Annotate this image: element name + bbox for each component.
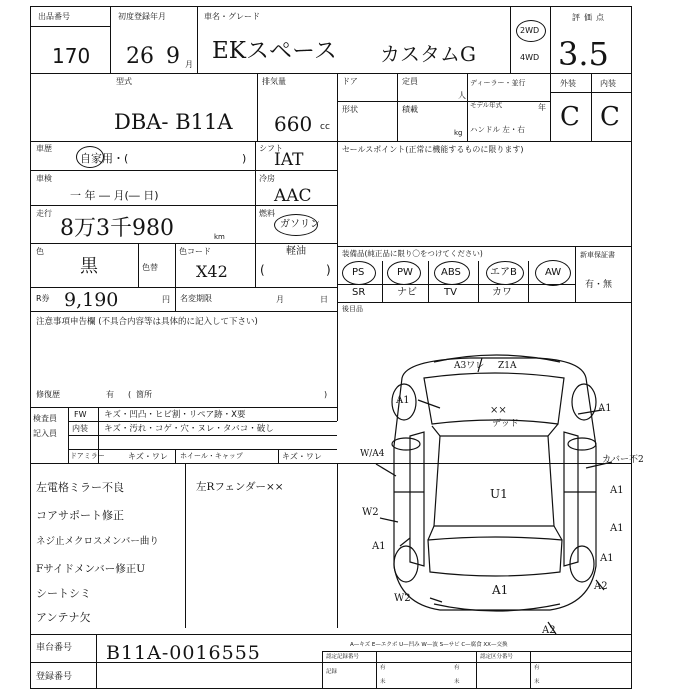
recycle-value: 9,190 xyxy=(64,289,119,311)
color-code-label: 色コード xyxy=(179,247,211,256)
inspector-text-wheel: キズ・ワレ xyxy=(282,452,322,461)
year-unit: 年 xyxy=(538,103,546,112)
notes-label: 注意事項申告欄 (不具合内容等は具体的に記入して下さい) xyxy=(36,317,258,327)
chassis-code: DBA- B11A xyxy=(114,110,233,134)
fuel-paren-close: ) xyxy=(326,263,331,277)
inspector-text-fw: キズ・凹凸・ヒビ割・リペア跡・X要 xyxy=(104,410,246,420)
diagram-mark-6: デッド xyxy=(492,419,519,429)
score-value: 3.5 xyxy=(558,35,609,73)
note-left-4: Fサイドメンバー修正U xyxy=(36,563,146,575)
color-value: 黒 xyxy=(80,256,98,277)
displacement-unit: cc xyxy=(320,122,330,132)
usage-label: 車歴 xyxy=(36,144,52,153)
cert-record-label: 認定記録番号 xyxy=(326,654,360,660)
ac-value: AAC xyxy=(274,186,312,206)
mark-3: 有 xyxy=(454,665,460,671)
interior-grade: C xyxy=(600,102,620,132)
inspector-tag-fw: FW xyxy=(74,410,87,419)
chassis-label: 型式 xyxy=(116,77,132,86)
equip-leather: カワ xyxy=(492,287,512,298)
car-damage-diagram xyxy=(30,6,642,696)
ac-label: 冷房 xyxy=(259,174,275,183)
recycle-label: R券 xyxy=(36,294,50,303)
equip-ps: PS xyxy=(352,267,365,278)
note-left-2: コアサポート修正 xyxy=(36,509,124,522)
fuel-paren-open: ( xyxy=(260,263,265,277)
model-year-label: モデル年式 xyxy=(470,101,503,109)
diagram-mark-11: W2 xyxy=(362,507,379,518)
auction-sheet xyxy=(30,6,642,696)
drive-4wd: 4WD xyxy=(520,53,540,62)
warranty-value: 有・無 xyxy=(585,280,613,290)
load-label: 積載 xyxy=(402,105,418,114)
model-grade-label: 車名・グレード xyxy=(204,12,260,21)
mark-4: 未 xyxy=(454,679,460,685)
fuel-label: 燃料 xyxy=(259,209,275,218)
note-left-1: 左電格ミラー不良 xyxy=(36,481,124,494)
inspector-text-mirror: キズ・ワレ xyxy=(128,452,168,461)
equip-pw: PW xyxy=(397,267,413,278)
diagram-mark-8: W/A4 xyxy=(360,449,385,459)
repair-location: 箇所 xyxy=(136,390,152,399)
color-code-value: X42 xyxy=(196,262,228,281)
diagram-mark-1: A3ワレ xyxy=(454,361,485,371)
usage-close: ) xyxy=(242,152,247,165)
inspector-tag-mirror: ドアミラー xyxy=(70,452,105,460)
shift-label: シフト xyxy=(259,144,283,153)
rear-items-label: 後目品 xyxy=(342,305,363,313)
inspector-tag-wheel: ホイール・キャップ xyxy=(180,452,243,460)
dealer-label: ディーラー・並行 xyxy=(470,79,526,87)
diagram-mark-15: A2 xyxy=(594,581,608,592)
fuel-alt: 軽油 xyxy=(286,246,306,257)
displacement-label: 排気量 xyxy=(262,77,286,86)
name-change-day: 日 xyxy=(320,295,328,304)
diagram-mark-4: A1 xyxy=(598,403,612,414)
equip-aw: AW xyxy=(545,267,562,278)
equip-airbag: エアB xyxy=(490,267,517,278)
mileage-label: 走行 xyxy=(36,209,52,218)
diagram-mark-12: A1 xyxy=(610,523,624,534)
inspector-label: 検査員 xyxy=(33,414,57,423)
inspector-text-interior: キズ・汚れ・コゲ・穴・ヌレ・タバコ・破し xyxy=(104,424,274,434)
entry-label: 記入員 xyxy=(33,429,57,438)
note-left-6: アンテナ欠 xyxy=(36,611,91,624)
equip-navi: ナビ xyxy=(397,287,417,298)
vin-label: 車台番号 xyxy=(36,643,73,653)
sales-point-label: セールスポイント(正常に機能するものに限ります) xyxy=(342,145,524,154)
first-registration-year: 26 xyxy=(126,44,154,69)
diagram-mark-2: Z1A xyxy=(498,361,517,371)
equip-sr: SR xyxy=(352,287,366,298)
diagram-mark-9: A1 xyxy=(610,485,624,496)
color-label: 色 xyxy=(36,247,44,256)
diagram-mark-10: U1 xyxy=(490,487,508,501)
damage-legend: A—キズ E—エクボ U—凹み W—波 S—サビ C—腐食 XX—交換 xyxy=(350,642,508,648)
note-left-5: シートシミ xyxy=(36,587,91,600)
mark-2: 未 xyxy=(380,679,386,685)
cert-class-label: 認定区分番号 xyxy=(480,654,514,660)
equipment-label: 装備品(純正品に限り〇をつけてください) xyxy=(342,249,483,258)
vin-value: B11A-0016555 xyxy=(106,642,261,664)
diagram-mark-14: A1 xyxy=(492,583,509,597)
first-registration-label: 初度登録年月 xyxy=(118,12,166,21)
month-unit: 月 xyxy=(185,60,193,69)
repair-paren: ( xyxy=(128,390,132,399)
inspector-tag-interior: 内装 xyxy=(72,424,88,433)
equip-tv: TV xyxy=(444,287,457,298)
name-change-month: 月 xyxy=(276,295,284,304)
note-right-1: 左Rフェンダー×× xyxy=(196,481,284,493)
diagram-mark-3: A1 xyxy=(396,395,410,406)
shape-label: 形状 xyxy=(342,105,358,114)
inspection-value: 一 年 ― 月(― 日) xyxy=(70,189,159,202)
shift-value: IAT xyxy=(274,150,304,170)
repair-history-label: 修復歴 xyxy=(36,390,60,399)
diagram-mark-7: カバー不2 xyxy=(602,455,644,465)
first-registration-month: 9 xyxy=(166,44,180,69)
diagram-mark-5: ×× xyxy=(490,405,507,416)
fuel-value: ガソリン xyxy=(280,219,320,230)
mark-1: 有 xyxy=(380,665,386,671)
lot-number: 170 xyxy=(52,44,91,68)
mark-5: 有 xyxy=(534,665,540,671)
warranty-label: 新車保証書 xyxy=(580,251,615,259)
handle-label: ハンドル 左・右 xyxy=(470,125,525,134)
doors-label: ドア xyxy=(342,77,358,86)
name-change-label: 名変期限 xyxy=(180,294,212,303)
equip-abs: ABS xyxy=(441,267,461,278)
interior-label: 内装 xyxy=(600,79,616,88)
exterior-grade: C xyxy=(560,102,580,132)
repair-close: ) xyxy=(324,390,328,399)
diagram-mark-16: W2 xyxy=(394,593,411,604)
usage-value: 自家用・( xyxy=(80,152,129,165)
registration-label: 登録番号 xyxy=(36,672,73,682)
repair-has: 有 xyxy=(106,390,114,399)
grade-name: カスタムG xyxy=(380,42,476,66)
record-label: 記録 xyxy=(326,669,338,675)
mileage-value: 8万3千980 xyxy=(60,216,174,241)
drive-2wd: 2WD xyxy=(520,26,540,35)
score-label: 評価点 xyxy=(572,13,608,22)
displacement-value: 660 xyxy=(274,112,313,136)
repaint-label: 色替 xyxy=(142,263,158,272)
mark-6: 末 xyxy=(534,679,540,685)
capacity-unit: 人 xyxy=(458,91,466,100)
mileage-unit: km xyxy=(214,233,225,241)
inspection-label: 車検 xyxy=(36,174,52,183)
note-left-3: ネジ止メクロスメンバー曲り xyxy=(36,536,159,547)
recycle-unit: 円 xyxy=(162,295,170,304)
load-unit: kg xyxy=(454,129,463,137)
model-name: EKスペース xyxy=(212,38,337,64)
diagram-mark-18: A2 xyxy=(542,625,556,636)
diagram-mark-17: A1 xyxy=(600,553,614,564)
lot-number-label: 出品番号 xyxy=(38,12,70,21)
diagram-mark-13: A1 xyxy=(372,541,386,552)
exterior-label: 外装 xyxy=(560,79,576,88)
capacity-label: 定員 xyxy=(402,77,418,86)
